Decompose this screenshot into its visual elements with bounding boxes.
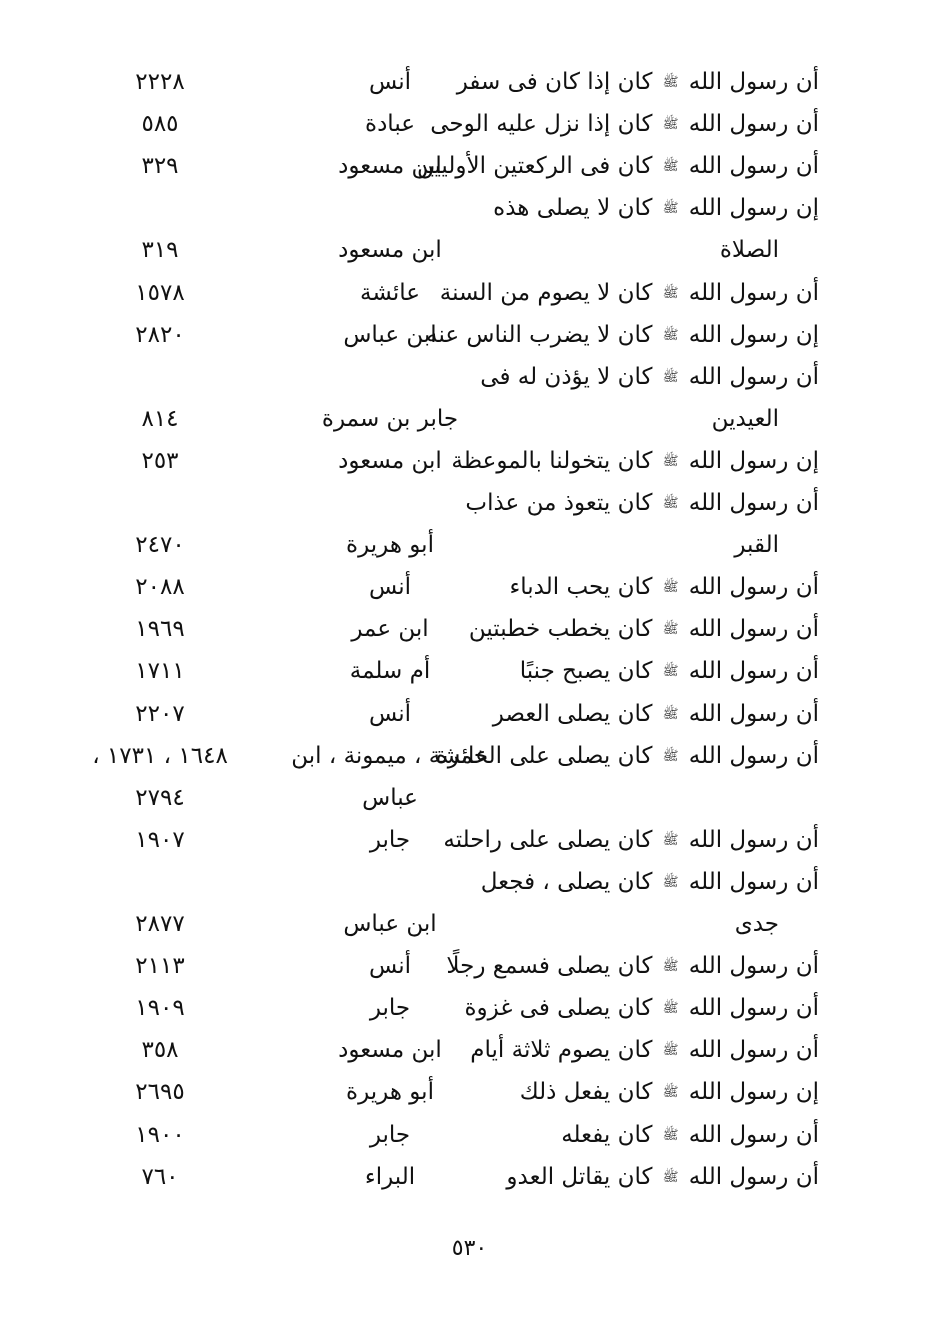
narrator: ابن مسعود xyxy=(338,153,442,180)
narrator: ابن مسعود xyxy=(338,1037,442,1064)
honorific-glyph: ﷺ xyxy=(662,580,679,596)
hadith-number: ١٧١١ xyxy=(135,658,185,685)
narrator: عائشة xyxy=(360,279,420,306)
hadith-rest: كان يتعوذ من عذاب xyxy=(465,490,653,516)
index-row xyxy=(0,314,939,356)
hadith-prefix: أن رسول الله xyxy=(688,363,819,390)
hadith-opening xyxy=(468,608,819,650)
narrator: أبو هريرة xyxy=(346,1079,434,1106)
hadith-prefix: أن رسول الله xyxy=(688,616,819,643)
hadith-rest: كان يخطب خطبتين xyxy=(468,616,653,643)
hadith-number: ٢٤٧٠ xyxy=(135,532,185,559)
hadith-opening xyxy=(449,524,779,566)
hadith-opening xyxy=(426,314,819,356)
hadith-prefix: أن رسول الله xyxy=(688,868,819,895)
narrator: أبو هريرة xyxy=(346,532,434,559)
index-row xyxy=(0,650,939,692)
hadith-rest: كان يصلى العصر xyxy=(492,700,653,727)
hadith-rest: كان يتخولنا بالموعظة xyxy=(451,447,653,474)
hadith-number: ٣٥٨ xyxy=(141,1037,179,1064)
narrator: ابن مسعود xyxy=(338,237,442,264)
hadith-rest: كان يصلى فسمع رجلًا xyxy=(446,953,653,980)
honorific-glyph: ﷺ xyxy=(662,1127,679,1143)
hadith-opening xyxy=(449,777,779,819)
hadith-rest: كان لا يصلى هذه xyxy=(493,195,653,222)
hadith-prefix: أن رسول الله xyxy=(688,1037,819,1064)
hadith-opening xyxy=(449,229,779,271)
hadith-number: ٨١٤ xyxy=(141,405,179,432)
hadith-number: ٢٦٩٥ xyxy=(135,1079,185,1106)
narrator: أنس xyxy=(368,574,412,601)
hadith-opening xyxy=(489,566,819,608)
honorific-glyph: ﷺ xyxy=(662,1043,679,1059)
hadith-rest: كان يفعله xyxy=(561,1121,653,1148)
honorific-glyph: ﷺ xyxy=(662,832,679,848)
narrator: أم سلمة xyxy=(349,658,431,685)
index-row xyxy=(0,103,939,145)
index-row xyxy=(0,608,939,650)
hadith-number: ١٩٦٩ xyxy=(135,616,185,643)
index-row xyxy=(0,735,939,777)
hadith-prefix: أن رسول الله xyxy=(688,279,819,306)
narrator: ابن عمر xyxy=(351,616,429,643)
honorific-glyph: ﷺ xyxy=(662,117,679,133)
hadith-opening xyxy=(451,440,819,482)
narrator: جابر xyxy=(369,995,411,1022)
honorific-glyph: ﷺ xyxy=(662,159,679,175)
hadith-rest: كان إذا نزل عليه الوحى xyxy=(430,111,653,138)
hadith-prefix: أن رسول الله xyxy=(688,742,819,769)
hadith-number: ٣٢٩ xyxy=(141,153,179,180)
index-row xyxy=(0,356,939,398)
hadith-opening xyxy=(489,1114,819,1156)
hadith-number: ٣١٩ xyxy=(141,237,179,264)
honorific-glyph: ﷺ xyxy=(662,959,679,975)
hadith-prefix: أن رسول الله xyxy=(688,826,819,853)
hadith-number: ١٥٧٨ xyxy=(135,279,185,306)
narrator: عباس xyxy=(362,784,418,811)
honorific-glyph: ﷺ xyxy=(662,664,679,680)
index-row xyxy=(0,187,939,229)
hadith-number: ٥٨٥ xyxy=(141,111,179,138)
honorific-glyph: ﷺ xyxy=(662,327,679,343)
hadith-opening xyxy=(489,693,819,735)
hadith-prefix: أن رسول الله xyxy=(688,69,819,95)
hadith-prefix: أن رسول الله xyxy=(688,1121,819,1148)
narrator: ابن مسعود xyxy=(338,447,442,474)
index-row xyxy=(0,524,939,566)
index-row xyxy=(0,819,939,861)
index-row xyxy=(0,229,939,271)
hadith-number xyxy=(60,187,260,229)
hadith-number: ٢٠٨٨ xyxy=(135,574,185,601)
hadith-opening xyxy=(489,187,819,229)
hadith-continuation: القبر xyxy=(734,532,779,559)
hadith-number xyxy=(60,356,260,398)
honorific-glyph: ﷺ xyxy=(662,369,679,385)
hadith-rest: كان لا يضرب الناس عنه xyxy=(426,321,653,348)
hadith-number: ٢٢٠٧ xyxy=(135,700,185,727)
hadith-rest: كان لا يصوم من السنة xyxy=(439,279,653,306)
hadith-number: ٧٦٠ xyxy=(141,1163,179,1190)
hadith-rest: كان يصلى على الخمرة xyxy=(435,742,653,769)
honorific-glyph: ﷺ xyxy=(662,75,679,90)
index-row xyxy=(0,566,939,608)
index-row xyxy=(0,145,939,187)
hadith-rest: كان يصبح جنبًا xyxy=(519,658,653,685)
honorific-glyph: ﷺ xyxy=(662,496,679,511)
hadith-prefix: أن رسول الله xyxy=(688,953,819,980)
hadith-continuation: جدى xyxy=(734,911,779,937)
index-row xyxy=(0,272,939,314)
hadith-opening xyxy=(480,356,819,398)
narrator: عائشة ، ميمونة ، ابن xyxy=(291,742,489,769)
hadith-number: ١٩٠٧ xyxy=(135,826,185,853)
hadith-number: ١٩٠٠ xyxy=(135,1121,185,1148)
index-row xyxy=(0,1156,939,1198)
hadith-opening xyxy=(489,1156,819,1198)
narrator: جابر xyxy=(369,1121,411,1148)
honorific-glyph: ﷺ xyxy=(662,453,679,469)
hadith-opening xyxy=(446,945,819,987)
honorific-glyph: ﷺ xyxy=(662,748,679,764)
hadith-number: ٢١١٣ xyxy=(135,953,185,980)
hadith-number: ٢٨٢٠ xyxy=(135,321,185,348)
hadith-prefix: أن رسول الله xyxy=(688,111,819,138)
narrator xyxy=(290,482,490,524)
hadith-continuation: الصلاة xyxy=(719,237,779,264)
hadith-rest: كان يصلى فى غزوة xyxy=(464,995,653,1022)
honorific-glyph: ﷺ xyxy=(662,1085,679,1101)
narrator: أنس xyxy=(368,953,412,980)
hadith-rest: كان يقاتل العدو xyxy=(506,1163,653,1190)
hadith-opening xyxy=(464,987,819,1029)
index-row xyxy=(0,1114,939,1156)
narrator: عبادة xyxy=(365,111,415,138)
hadith-prefix: إن رسول الله xyxy=(688,195,819,222)
index-row xyxy=(0,482,939,524)
hadith-opening xyxy=(489,1071,819,1113)
hadith-prefix: إن رسول الله xyxy=(688,447,819,474)
hadith-opening xyxy=(456,61,819,103)
hadith-number xyxy=(60,861,260,903)
index-row xyxy=(0,987,939,1029)
index-row xyxy=(0,440,939,482)
hadith-prefix: إن رسول الله xyxy=(688,1079,819,1106)
hadith-opening xyxy=(439,272,819,314)
index-row xyxy=(0,1029,939,1071)
hadith-opening xyxy=(470,1029,819,1071)
hadith-continuation: العيدين xyxy=(711,405,779,432)
index-row xyxy=(0,398,939,440)
index-row xyxy=(0,777,939,819)
hadith-number: ٢٢٢٨ xyxy=(135,69,185,95)
index-row xyxy=(0,61,939,103)
hadith-opening xyxy=(489,650,819,692)
hadith-rest: كان إذا كان فى سفر xyxy=(456,69,653,95)
narrator: البراء xyxy=(364,1163,416,1190)
narrator xyxy=(290,356,490,398)
hadith-prefix: أن رسول الله xyxy=(688,1163,819,1190)
honorific-glyph: ﷺ xyxy=(662,874,679,890)
narrator: جابر xyxy=(369,826,411,853)
narrator xyxy=(290,861,490,903)
index-row xyxy=(0,1071,939,1113)
hadith-prefix: إن رسول الله xyxy=(688,321,819,348)
page-number: ٥٣٠ xyxy=(451,1236,488,1261)
hadith-rest: كان يحب الدباء xyxy=(509,574,653,601)
hadith-prefix: أن رسول الله xyxy=(688,658,819,685)
hadith-prefix: أن رسول الله xyxy=(688,153,819,180)
hadith-number xyxy=(60,482,260,524)
hadith-opening xyxy=(430,103,819,145)
honorific-glyph: ﷺ xyxy=(662,1001,679,1017)
narrator: أنس xyxy=(368,69,412,95)
narrator: ابن عباس xyxy=(343,911,437,937)
index-row xyxy=(0,693,939,735)
hadith-opening xyxy=(465,482,819,524)
hadith-opening xyxy=(449,903,779,945)
hadith-number: ١٩٠٩ xyxy=(135,995,185,1022)
hadith-number: ٢٧٩٤ xyxy=(135,784,185,811)
hadith-rest: كان يصلى على راحلته xyxy=(443,826,653,853)
hadith-rest: كان فى الركعتين الأوليين xyxy=(416,153,653,180)
hadith-number: ٢٥٣ xyxy=(141,447,179,474)
honorific-glyph: ﷺ xyxy=(662,285,679,301)
hadith-opening xyxy=(449,398,779,440)
hadith-opening xyxy=(480,861,819,903)
index-row xyxy=(0,861,939,903)
narrator: جابر بن سمرة xyxy=(321,405,459,432)
hadith-prefix: أن رسول الله xyxy=(688,995,819,1022)
index-row xyxy=(0,945,939,987)
narrator xyxy=(290,187,490,229)
hadith-prefix: أن رسول الله xyxy=(688,700,819,727)
index-row xyxy=(0,903,939,945)
hadith-opening xyxy=(416,145,819,187)
hadith-rest: كان يصوم ثلاثة أيام xyxy=(470,1037,653,1064)
hadith-opening xyxy=(435,735,819,777)
narrator: ابن عباس xyxy=(343,321,437,348)
hadith-opening xyxy=(443,819,819,861)
hadith-number: ٢٨٧٧ xyxy=(135,911,185,937)
hadith-rest: كان يفعل ذلك xyxy=(519,1079,653,1106)
narrator: أنس xyxy=(368,700,412,727)
honorific-glyph: ﷺ xyxy=(662,622,679,638)
honorific-glyph: ﷺ xyxy=(662,1169,679,1185)
hadith-rest: كان لا يؤذن له فى xyxy=(480,363,653,390)
hadith-prefix: أن رسول الله xyxy=(688,574,819,601)
hadith-prefix: أن رسول الله xyxy=(688,490,819,516)
honorific-glyph: ﷺ xyxy=(662,706,679,722)
hadith-rest: كان يصلى ، فجعل xyxy=(480,868,653,895)
hadith-number: ١٦٤٨ ، ١٧٣١ ، xyxy=(92,742,228,769)
honorific-glyph: ﷺ xyxy=(662,201,679,217)
